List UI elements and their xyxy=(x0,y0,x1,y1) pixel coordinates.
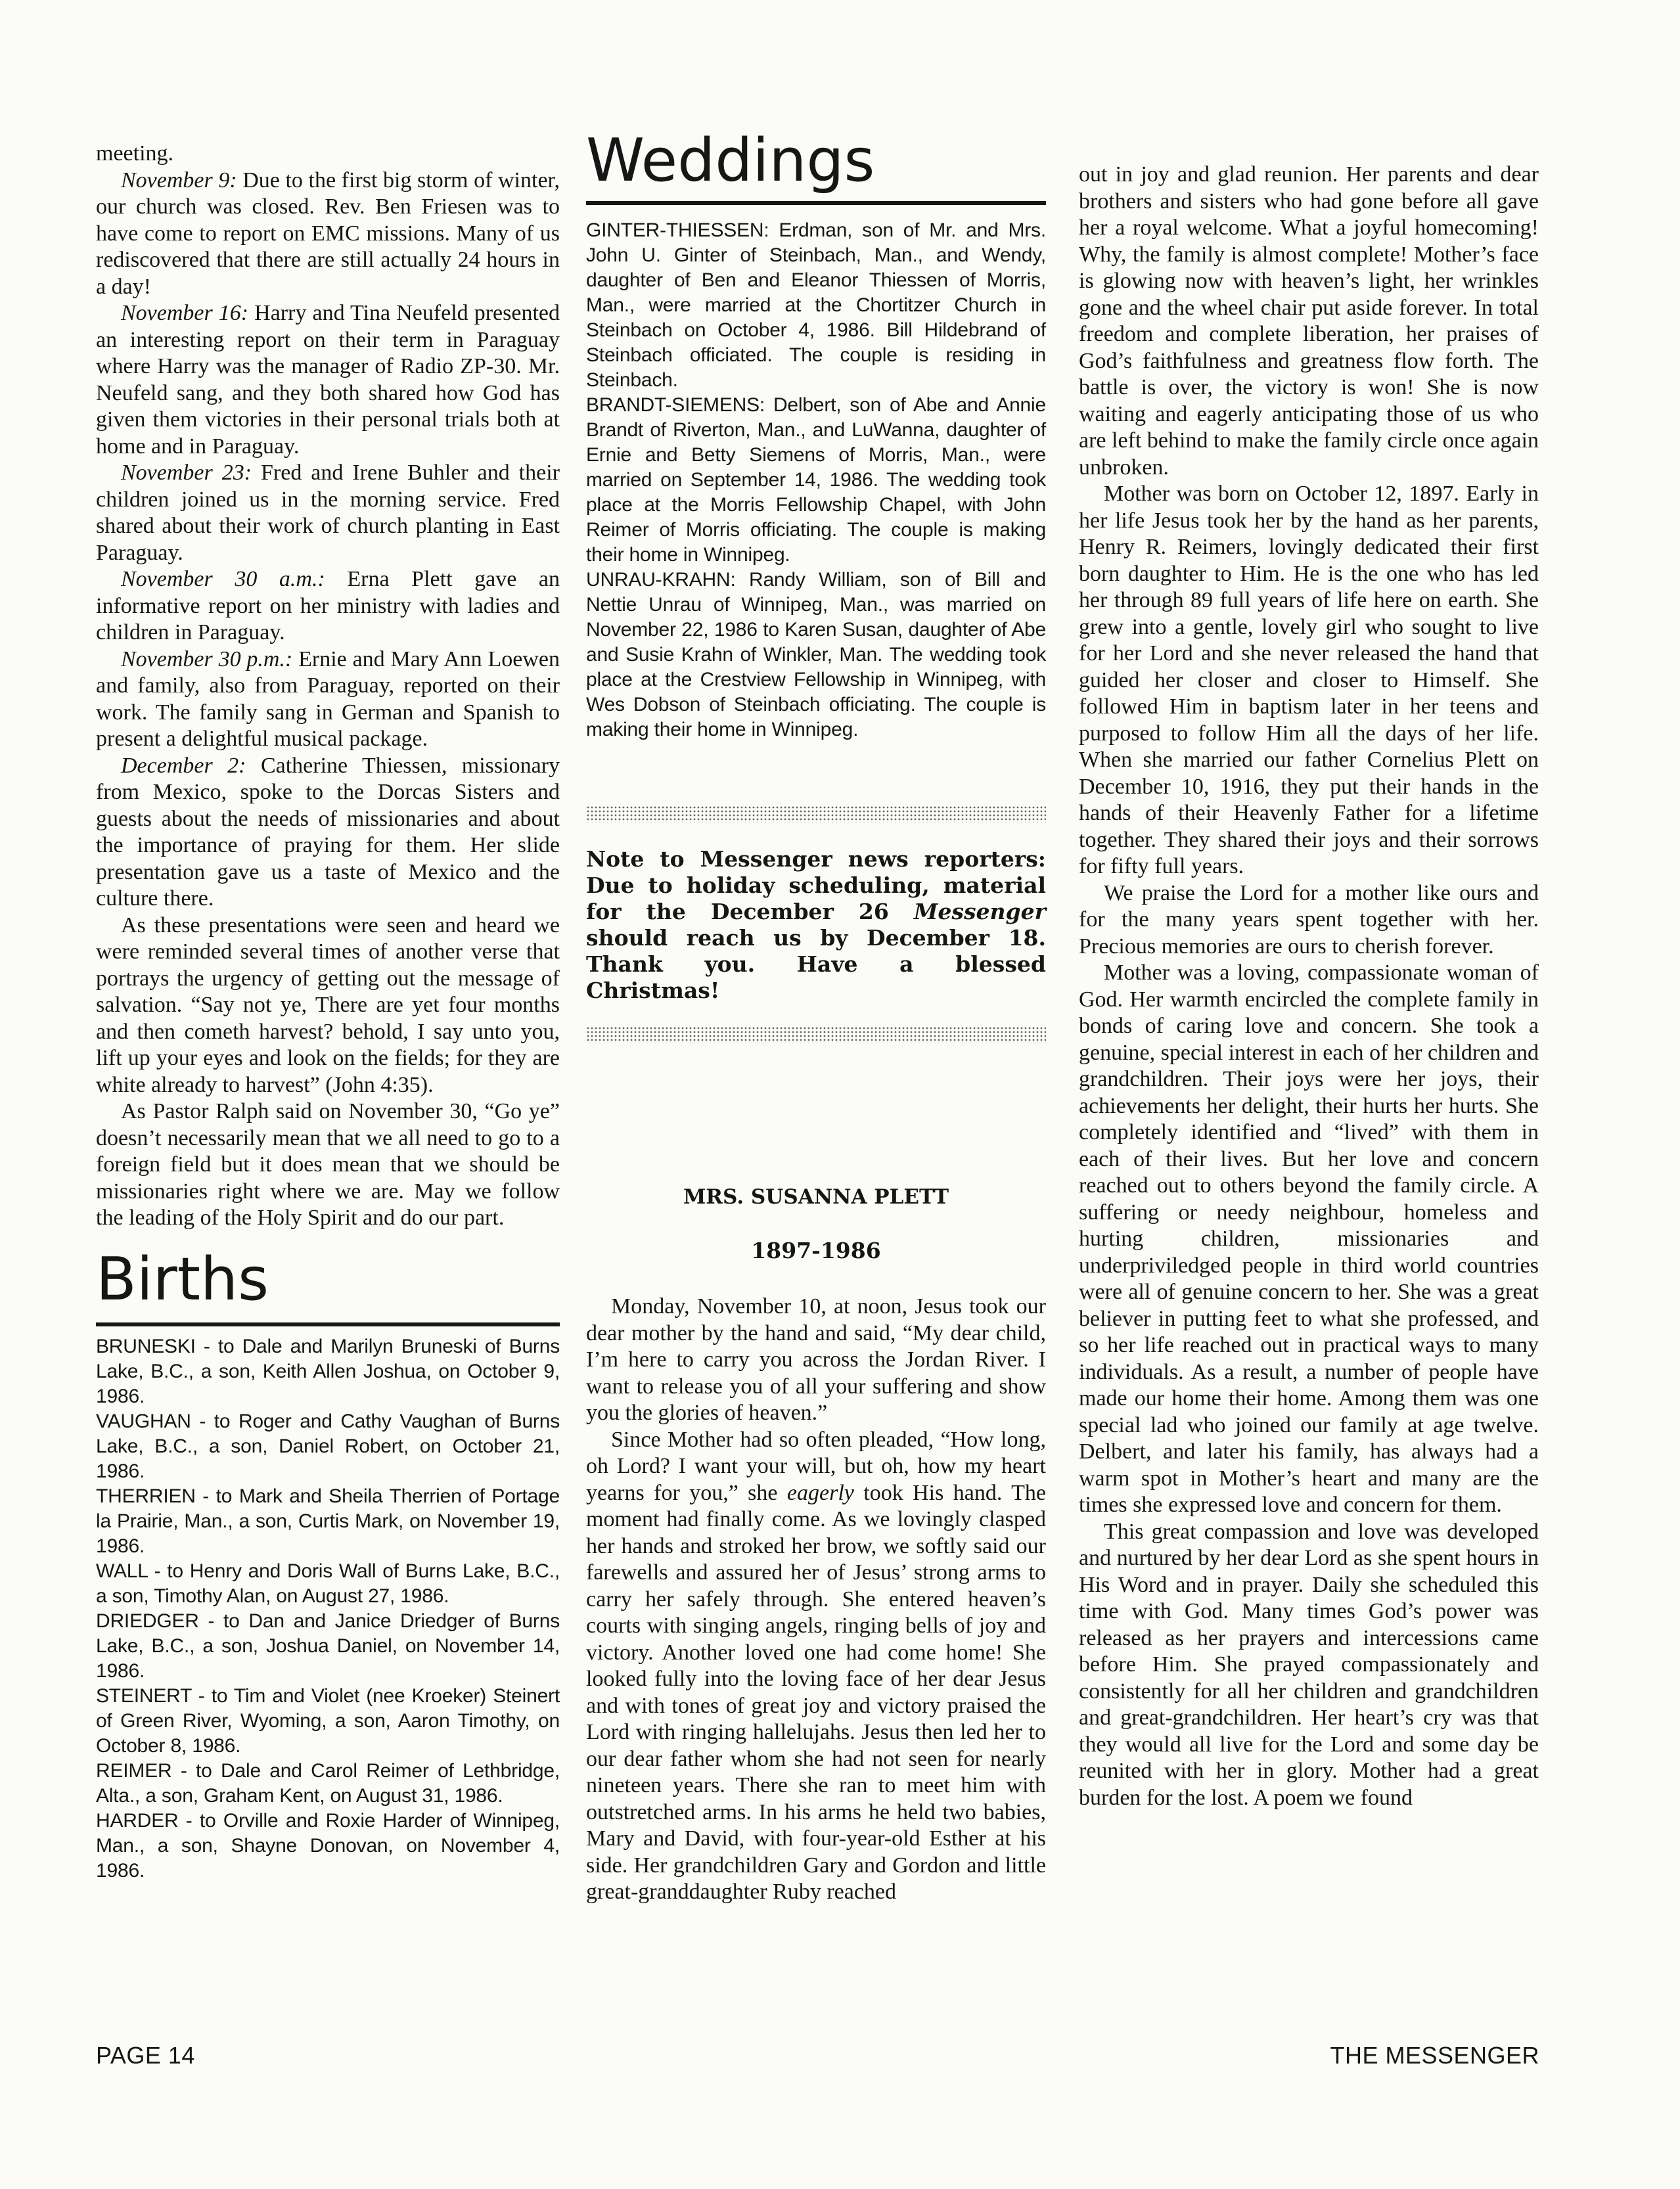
obituary-paragraph: Mother was born on October 12, 1897. Early in her life Jesus took her by the hand as her parents, Henry R. Reimers, lovingly dedicated their first born daughter to Him. He is the one who has led her through 89 full years of life here on earth. She grew into a gentle, lovely girl who sought to live for her Lord and she never released the hand that guided her closer and closer to Himself. She followed Him in baptism later in her teens and purposed to follow Him all the days of her life. When she married our father Cornelius Plett on December 10, 1916, they put their hands in the hands of their Heavenly Father for a lifetime together. They shared their joys and their sorrows for fifty full years. xyxy=(1079,482,1539,878)
obituary-years: 1897-1986 xyxy=(751,1238,881,1263)
obituary-paragraph: Monday, November 10, at noon, Jesus took our dear mother by the hand and said, “My dear child, I’m here to carry you across the Jordan River. I want to release you of all your suffering and show you the glories of heaven.” xyxy=(586,1294,1046,1425)
column-right xyxy=(1079,162,1539,1811)
report-paragraph: December 2: Catherine Thiessen, missionary from Mexico, spoke to the Dorcas Sisters and guests about the needs of missionaries and about the importance of praying for them. Her slide presentation gave us a taste of Mexico and the culture there. xyxy=(96,753,560,911)
report-paragraph: November 30 a.m.: Erna Plett gave an informative report on her ministry with ladies and children in Paraguay. xyxy=(96,567,560,644)
reporter-note: Note to Messenger news reporters: Due to holiday scheduling, material for the December 26 Messenger should reach us by December 18. Thank you. Have a blessed Christmas! xyxy=(586,846,1046,1003)
birth-entry: STEINERT - to Tim and Violet (nee Kroeker) Steinert of Green River, Wyoming, a son, Aaron Timothy, on October 8, 1986. xyxy=(96,1684,560,1757)
birth-entry: BRUNESKI - to Dale and Marilyn Bruneski of Burns Lake, B.C., a son, Keith Allen Joshua, on October 9, 1986. xyxy=(96,1335,560,1407)
column-left xyxy=(96,141,560,1884)
report-paragraph: As these presentations were seen and heard we were reminded several times of another verse that portrays the urgency of getting out the message of salvation. “Say not ye, There are yet four months and then cometh harvest? behold, I say unto you, lift up your eyes and look on the fields; for they are white already to harvest” (John 4:35). xyxy=(96,913,560,1097)
wedding-entry: GINTER-THIESSEN: Erdman, son of Mr. and Mrs. John U. Ginter of Steinbach, Man., and Wendy, daughter of Ben and Eleanor Thiessen of Morris, Man., were married at the Chortitzer Church in Steinbach on October 4, 1986. Bill Hildebrand of Steinbach officiated. The couple is residing in Steinbach. xyxy=(586,219,1046,391)
dotted-divider xyxy=(586,805,1046,823)
report-paragraph: November 16: Harry and Tina Neufeld presented an interesting report on their term in Paraguay where Harry was the manager of Radio ZP-30. Mr. Neufeld sang, and they both shared how God has given them victories in their personal trials both at home and in Paraguay. xyxy=(96,301,560,459)
obituary-paragraph: We praise the Lord for a mother like ours and for the many years spent together with her. Precious memories are ours to cherish forever. xyxy=(1079,880,1539,959)
dotted-divider xyxy=(586,1026,1046,1043)
birth-entry: DRIEDGER - to Dan and Janice Driedger of Burns Lake, B.C., a son, Joshua Daniel, on November 14, 1986. xyxy=(96,1610,560,1682)
page-number: PAGE 14 xyxy=(96,2042,195,2069)
births-heading: Births xyxy=(96,1250,560,1326)
wedding-entry: BRANDT-SIEMENS: Delbert, son of Abe and Annie Brandt of Riverton, Man., and LuWanna, daughter of Ernie and Betty Siemens of Morris, Man., were married on September 14, 1986. The wedding took place at the Morris Fellowship Chapel, with John Reimer of Morris officiating. The couple is making their home in Winnipeg. xyxy=(586,394,1046,566)
birth-entry: HARDER - to Orville and Roxie Harder of Winnipeg, Man., a son, Shayne Donovan, on November 4, 1986. xyxy=(96,1809,560,1882)
report-paragraph: meeting. xyxy=(96,141,174,166)
birth-entry: WALL - to Henry and Doris Wall of Burns Lake, B.C., a son, Timothy Alan, on August 27, 1986. xyxy=(96,1560,560,1607)
report-paragraph: November 23: Fred and Irene Buhler and their children joined us in the morning service. Fred shared about their work of church planting in East Paraguay. xyxy=(96,461,560,565)
obituary-paragraph: Since Mother had so often pleaded, “How long, oh Lord? I want your will, but oh, how my heart yearns for you,” she eagerly took His hand. The moment had finally come. As we lovingly clasped her hands and stroked her brow, we softly said our farewells and assured her of Jesus’ strong arms to carry her safely through. She entered heaven’s courts with singing angels, ringing bells of joy and victory. Another loved one had come home! She looked fully into the loving face of her dear Jesus and with tones of great joy and victory praised the Lord with ringing hallelujahs. Jesus then led her to our dear father whom she had not seen for nearly nineteen years. There she ran to meet him with outstretched arms. In his arms he held two babies, Mary and David, with four-year-old Esther at his side. Her grandchildren Gary and Gordon and little great-granddaughter Ruby reached xyxy=(586,1427,1047,1904)
report-paragraph: November 30 p.m.: Ernie and Mary Ann Loewen and family, also from Paraguay, reported on their work. The family sang in German and Spanish to present a delightful musical package. xyxy=(96,646,560,751)
birth-entry: VAUGHAN - to Roger and Cathy Vaughan of Burns Lake, B.C., a son, Daniel Robert, on October 21, 1986. xyxy=(96,1410,560,1482)
obituary-title: MRS. SUSANNA PLETT xyxy=(683,1185,949,1209)
column-middle xyxy=(586,126,1047,1906)
obituary-paragraph: out in joy and glad reunion. Her parents and dear brothers and sisters who had gone before all gave her a royal welcome. What a joyful homecoming! Why, the family is almost complete! Mother’s face is glowing now with heaven’s light, her wrinkles gone and the wheel chair put aside forever. In total freedom and complete liberation, her praises of God’s faithfulness and greatness flow forth. The battle is over, the victory is won! She is now waiting and eagerly anticipating those of us who are left behind to make the family circle once again unbroken. xyxy=(1079,162,1539,480)
publication-name: THE MESSENGER xyxy=(1330,2042,1539,2069)
wedding-entry: UNRAU-KRAHN: Randy William, son of Bill and Nettie Unrau of Winnipeg, Man., was married on November 22, 1986 to Karen Susan, daughter of Abe and Susie Krahn of Winkler, Man. The wedding took place at the Crestview Fellowship in Winnipeg, with Wes Dobson of Steinbach officiating. The couple is making their home in Winnipeg. xyxy=(586,569,1046,740)
birth-entry: REIMER - to Dale and Carol Reimer of Lethbridge, Alta., a son, Graham Kent, on August 31, 1986. xyxy=(96,1759,560,1807)
birth-entry: THERRIEN - to Mark and Sheila Therrien of Portage la Prairie, Man., a son, Curtis Mark, on November 19, 1986. xyxy=(96,1485,560,1557)
weddings-heading: Weddings xyxy=(586,131,1046,205)
report-paragraph: As Pastor Ralph said on November 30, “Go ye” doesn’t necessarily mean that we all need to go to a foreign field but it does mean that we should be missionaries right where we are. May we follow the leading of the Holy Spirit and do our part. xyxy=(96,1099,560,1230)
obituary-paragraph: Mother was a loving, compassionate woman of God. Her warmth encircled the complete family in bonds of caring love and concern. She took a genuine, special interest in each of her children and grandchildren. Their joys were her joys, their achievements her delight, their hurts her hurts. She completely identified and “lived” with them in each of their lives. But her love and concern reached out to others beyond the family circle. A suffering or needy neighbour, homeless and hurting children, missionaries and underpriviledged people in third world countries were all of genuine concern to her. She was a great believer in putting feet to what she professed, and so her life reached out in practical ways to many individuals. As a result, a number of people have made our home their home. Among them was one special lad who joined our family at age twelve. Delbert, and later his family, has always had a warm spot in Mother’s heart and many are the times she expressed love and concern for them. xyxy=(1079,960,1539,1517)
obituary-paragraph: This great compassion and love was developed and nurtured by her dear Lord as she spent hours in His Word and in prayer. Daily she scheduled this time with God. Many times God’s power was released as her prayers and intercessions came before Him. She prayed compassionately and consistently for all her children and grandchildren and great-grandchildren. Her heart’s cry was that they would all live for the Lord and some day be reunited with her in glory. Mother had a great burden for the lost. A poem we found xyxy=(1079,1519,1539,1810)
report-paragraph: November 9: Due to the first big storm of winter, our church was closed. Rev. Ben Friesen was to have come to report on EMC missions. Many of us rediscovered that there are still actually 24 hours in a day! xyxy=(96,168,560,299)
